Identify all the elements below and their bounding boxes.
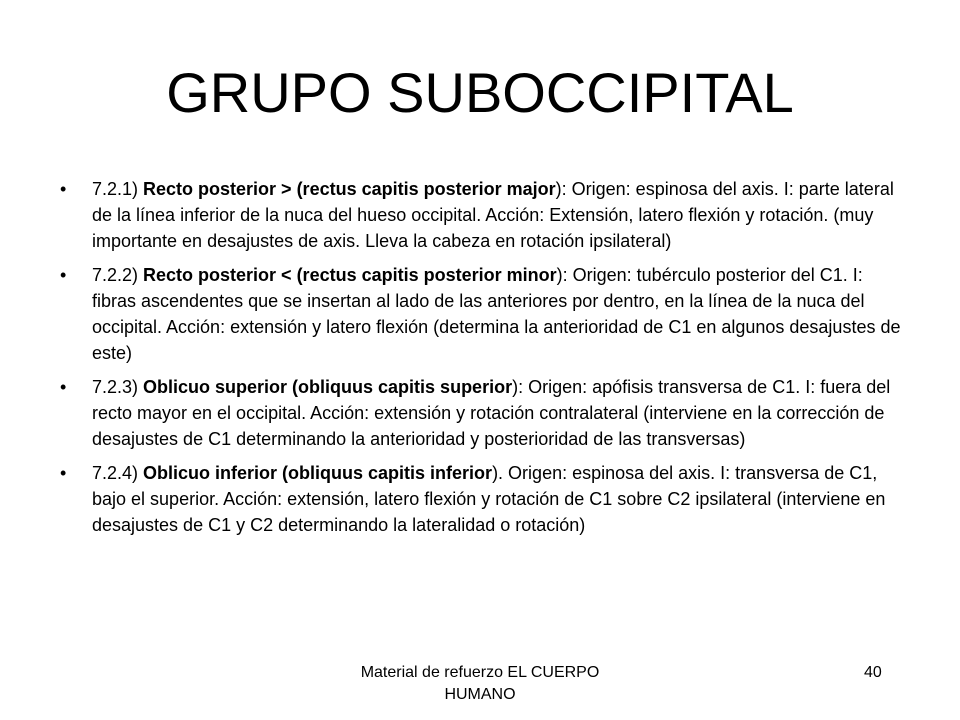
muscle-name: Recto posterior < (rectus capitis posterior minor [143,265,557,285]
footer-line-2: HUMANO [444,686,516,703]
page-number: 40 [864,664,882,681]
bullet-number: 7.2.1) [92,179,144,199]
bullet-item-7-2-4 [60,460,907,538]
bullet-description: ): Origen: apófisis transversa de C1. I: fuera del recto mayor en el occipital. Acción: extensión y rotación contralateral (interviene en la corrección de desajustes de C1 determinando la anterioridad y posterioridad de las transversas) [92,377,891,449]
bullet-item-7-2-2 [60,262,907,366]
bullet-marker: • [60,179,67,199]
muscle-name: Recto posterior > (rectus capitis posterior major [143,179,556,199]
bullet-marker: • [60,463,67,483]
bullet-marker: • [60,265,67,285]
bullet-item-7-2-3 [60,374,907,452]
bullet-number: 7.2.2) [92,265,144,285]
bullet-list [60,176,907,546]
bullet-item-7-2-1 [60,176,907,254]
bullet-description: ): Origen: espinosa del axis. I: parte lateral de la línea inferior de la nuca del hueso occipital. Acción: Extensión, latero flexión y rotación. (muy importante en desajustes de axis. Lleva la cabeza en rotación ipsilateral) [92,179,894,251]
slide-title: GRUPO SUBOCCIPITAL [166,61,794,124]
bullet-description: ). Origen: espinosa del axis. I: transversa de C1, bajo el superior. Acción: extensión, latero flexión y rotación de C1 sobre C2 ipsilateral (interviene en desajustes de C1 y C2 determinando la lateralidad o rotación) [92,463,886,535]
footer-line-1: Material de refuerzo EL CUERPO [360,664,600,681]
bullet-description: ): Origen: tubérculo posterior del C1. I: fibras ascendentes que se insertan al lado de las anteriores por dentro, en la línea de la nuca del occipital. Acción: extensión y latero flexión (determina la anterioridad de C1 en algunos desajustes de este) [92,265,901,363]
bullet-marker: • [60,377,67,397]
muscle-name: Oblicuo superior (obliquus capitis superior [143,377,513,397]
bullet-number: 7.2.3) [92,377,144,397]
footer-text [330,662,630,706]
bullet-number: 7.2.4) [92,463,144,483]
muscle-name: Oblicuo inferior (obliquus capitis inferior [143,463,493,483]
